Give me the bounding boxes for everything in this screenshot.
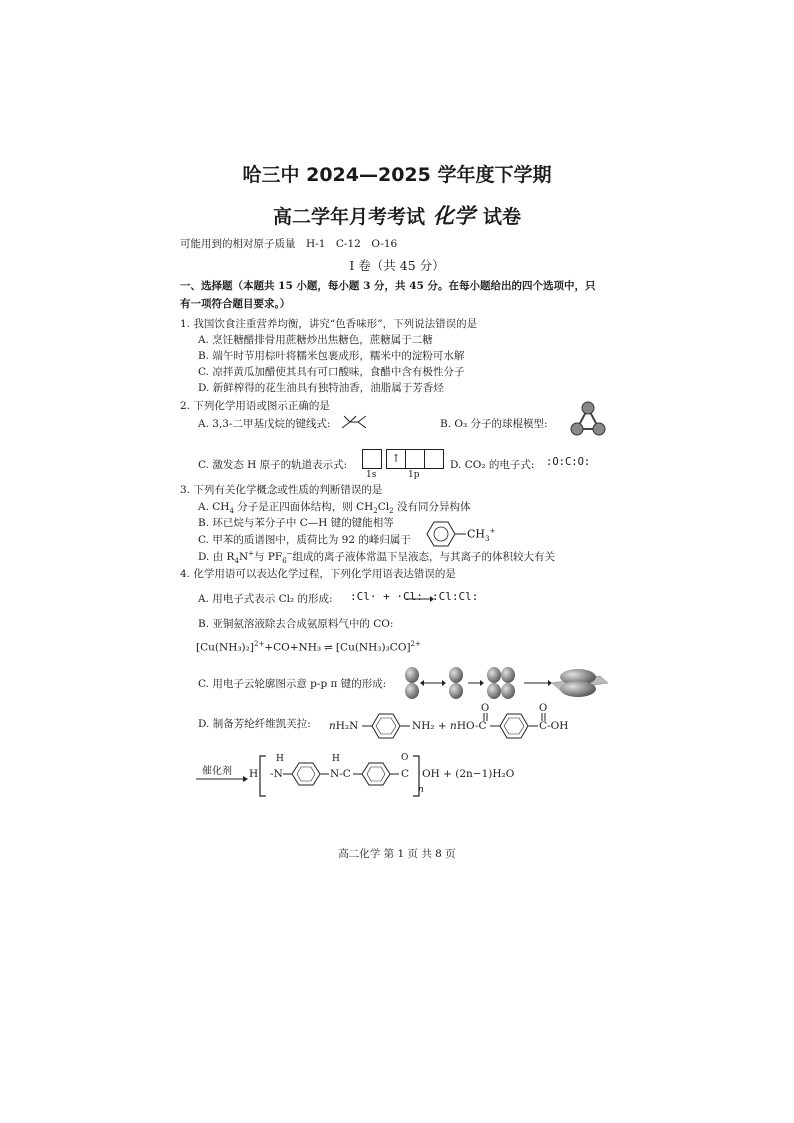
orbital-label-1p: 1p bbox=[408, 470, 420, 480]
double-bond-icon bbox=[482, 713, 490, 721]
reaction-arrow-icon bbox=[196, 775, 248, 783]
q3-option-b: B. 环已烷与苯分子中 C—H 键的键能相等 bbox=[198, 517, 394, 529]
product-tail: OH + (2n−1)H₂O bbox=[422, 768, 515, 780]
q3-option-a: A. $CH_4$ 分子是正四面体结构，则 $CH_2Cl_2$ 没有同分异构体 bbox=[198, 501, 471, 516]
q4-option-c: C. 用电子云轮廓图示意 p-p π 键的形成: bbox=[198, 678, 387, 690]
product-h-top-2: H bbox=[332, 754, 340, 764]
q1-option-b: B. 端午时节用棕叶将糯米包裹成形，糯米中的淀粉可水解 bbox=[198, 350, 465, 362]
p-orbital-pi-bond-icon bbox=[400, 666, 610, 700]
atomic-masses: 可能用到的相对原子质量 H-1 C-12 O-16 bbox=[180, 238, 398, 250]
q4-option-b: B. 亚铜氨溶液除去合成氨原料气中的 CO: bbox=[198, 618, 394, 630]
kevlar-reactant2-tail: C-OH bbox=[539, 720, 569, 732]
benzene-ring-icon bbox=[283, 762, 337, 790]
section1-line1: 一、选择题（本题共 15 小题，每小题 3 分，共 45 分。在每小题给出的四个选项中，只 bbox=[180, 280, 596, 292]
q2-option-c: C. 激发态 H 原子的轨道表示式: bbox=[198, 459, 348, 471]
q2-stem: 2. 下列化学用语或图示正确的是 bbox=[180, 400, 330, 412]
q3-option-d: D. 由 $R_4N^+$与 $PF_6^-$组成的离子液体常温下呈液态，与其离子的体积较大有关 bbox=[198, 549, 556, 566]
kevlar-reactant1-right: NH₂ + nHO-C bbox=[412, 720, 487, 732]
q2-option-b: B. O₃ 分子的球棍模型: bbox=[440, 418, 548, 430]
product-repeat-n: n bbox=[418, 785, 424, 795]
title-suffix: 试卷 bbox=[483, 206, 522, 228]
product-nh-2: N-C bbox=[330, 768, 351, 780]
q1-option-a: A. 烹饪糖醋排骨用蔗糖炒出焦糖色，蔗糖属于二糖 bbox=[198, 334, 433, 346]
q1-option-c: C. 凉拌黄瓜加醋使其具有可口酸味，食醋中含有极性分子 bbox=[198, 366, 465, 378]
q3-stem: 3. 下列有关化学概念或性质的判断错误的是 bbox=[180, 484, 383, 496]
q1-stem: 1. 我国饮食注重营养均衡，讲究“色香味形”，下列说法错误的是 bbox=[180, 318, 478, 330]
q1-option-d: D. 新鲜榨得的花生油具有独特油香，油脂属于芳香烃 bbox=[198, 382, 444, 394]
benzene-ring-icon bbox=[362, 712, 418, 742]
double-bond-icon bbox=[540, 713, 548, 721]
orbital-box-1p-1: ↑ bbox=[386, 449, 406, 469]
exam-title-line2 bbox=[0, 200, 794, 230]
catalyst-label: 催化剂 bbox=[202, 766, 232, 777]
kevlar-reactant1-left: nH₂N bbox=[329, 720, 359, 732]
product-h-top-1: H bbox=[276, 754, 284, 764]
reaction-arrow-icon bbox=[406, 594, 434, 604]
product-c-2: C bbox=[401, 768, 410, 780]
product-h: H bbox=[249, 768, 259, 780]
exam-title-line1: 哈三中 2024—2025 学年度下学期 bbox=[242, 164, 552, 186]
benzene-ring-icon bbox=[490, 712, 546, 742]
orbital-box-1p-2 bbox=[405, 449, 425, 469]
cu-equation: $[Cu(NH_3)_2]^{2+}+CO+NH_3$ ⇌ $[Cu(NH_3)_3CO]^{2+}$ bbox=[196, 640, 421, 654]
q2-option-d: D. CO₂ 的电子式: bbox=[450, 459, 535, 471]
q2-option-a: A. 3,3-二甲基戊烷的键线式: bbox=[198, 418, 331, 430]
skeletal-formula-icon bbox=[340, 412, 370, 432]
product-carbonyl-o: O bbox=[401, 753, 409, 763]
section1-line2: 有一项符合题目要求。） bbox=[180, 298, 291, 310]
q4-stem: 4. 化学用语可以表达化学过程，下列化学用语表达错误的是 bbox=[180, 568, 456, 580]
title-prefix: 高二学年月考考试 bbox=[272, 206, 425, 228]
product-nh-1: -N bbox=[270, 768, 283, 780]
page-footer: 高二化学 第 1 页 共 8 页 bbox=[338, 848, 456, 860]
carbonyl-o-2: O bbox=[539, 703, 548, 714]
q4-option-a: A. 用电子式表示 Cl₂ 的形成: bbox=[198, 593, 333, 605]
q4-option-d: D. 制备芳纶纤维凯芙拉: bbox=[198, 718, 311, 730]
carbonyl-o-1: O bbox=[481, 703, 490, 714]
orbital-box-1s bbox=[362, 449, 382, 469]
methyl-cation-label: $CH_3^+$ bbox=[467, 527, 496, 543]
title-subject: 化学 bbox=[433, 204, 475, 228]
co2-electron-formula: :O:C:O: bbox=[546, 456, 591, 468]
volume-heading: I 卷（共 45 分） bbox=[349, 258, 445, 273]
q3-option-c: C. 甲苯的质谱图中，质荷比为 92 的峰归属于 bbox=[198, 534, 411, 546]
orbital-box-1p-3 bbox=[424, 449, 444, 469]
bracket-left-icon bbox=[259, 755, 267, 797]
cl-formation-left: :Cl· + ·Cl: bbox=[350, 590, 423, 603]
ozone-ball-stick-icon bbox=[568, 400, 608, 438]
orbital-label-1s: 1s bbox=[366, 470, 377, 480]
cl-formation-right: :Cl:Cl: bbox=[432, 590, 479, 603]
benzene-ring-icon bbox=[424, 520, 468, 550]
